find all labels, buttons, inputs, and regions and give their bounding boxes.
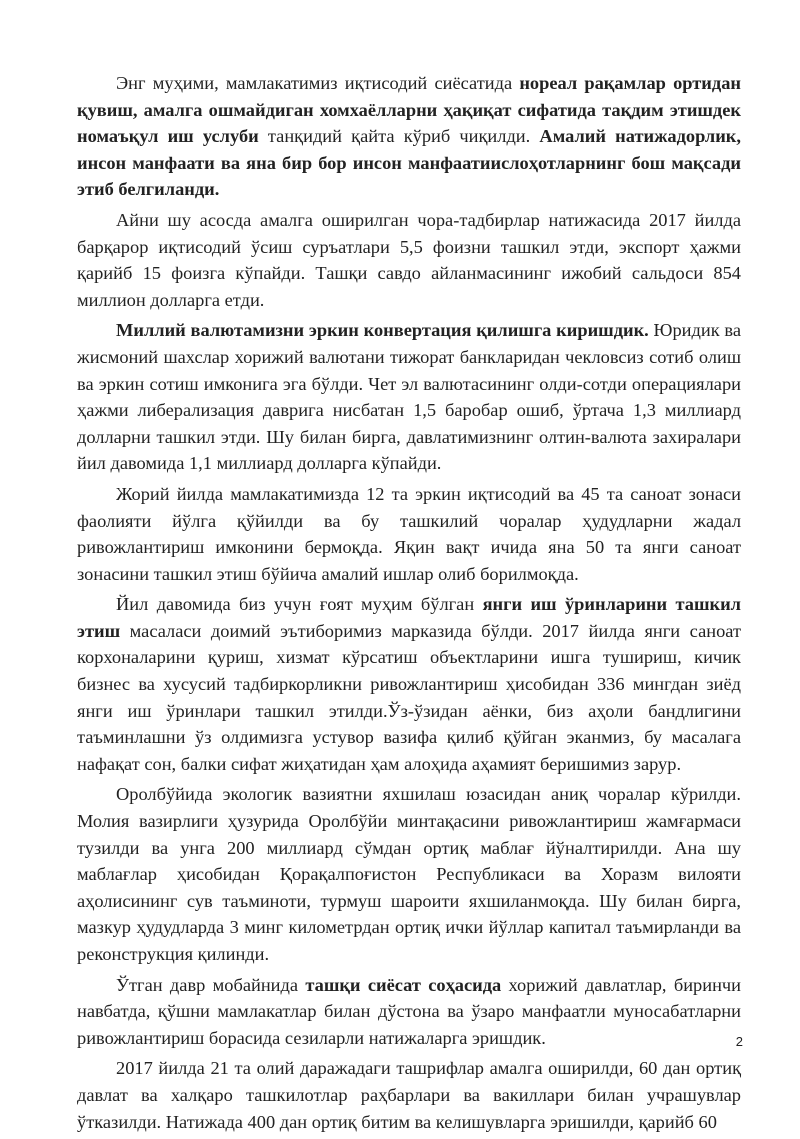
text-run: Юридик ва жисмоний шахслар хорижий валютани тижорат банкларидан чекловсиз сотиб олиш ва эркин сотиш имконига эга бўлди. Чет эл валютасининг олди-сотди операциялари ҳажми либерализация даврига нисбатан 1,5 баробар ошиб, ўртача 1,3 миллиард долларни ташкил этди. Шу билан бирга, давлатимизнинг олтин-валюта захиралари йил давомида 1,1 миллиард долларга кўпайди.	[77, 320, 742, 474]
text-run: хорижий давлатлар, биринчи навбатда, қўшни мамлакатлар билан дўстона ва ўзаро манфаатли муносабатларни ривожлантириш борасида сезиларли натижаларга эришдик.	[77, 974, 741, 1048]
text-run: масаласи доимий эътиборимиз марказида бўлди. 2017 йилда янги саноат корхоналарини қуриш, хизмат кўрсатиш объектларини ишга тушириш, кичик бизнес ва хусусий тадбиркорликни ривожлантириш ҳисобидан 336 мингдан зиёд янги иш ўринлари ташкил этилди.Ўз-ўзидан аёнки, биз аҳоли бандлигини таъминлашни ўз олдимизга устувор вазифа қилиб қўйган эканмиз, бу масалага нафақат сон, балки сифат жиҳатидан ҳам алоҳида аҳамият беришимиз зарур.	[77, 620, 741, 774]
text-run: Ўтган давр мобайнида	[116, 974, 306, 995]
text-run: Оролбўйида экологик вазиятни яхшилаш юзасидан аниқ чоралар кўрилди. Молия вазирлиги ҳузурида Оролбўйи минтақасини ривожлантириш жамғармаси тузилди ва унга 200 миллиард сўмдан ортиқ маблағ йўналтирилди. Ана шу маблағлар ҳисобидан Қорақалпоғистон Республикаси ва Хоразм вилояти аҳолисининг сув таъминоти, турмуш шароити яхшиланмоқда. Шу билан бирга, мазкур ҳудудларда 3 минг километрдан ортиқ ички йўллар капитал таъмирланди ва реконструкция қилинди.	[77, 784, 741, 964]
paragraph-4	[77, 481, 741, 587]
text-run: 2017 йилда 21 та олий даражадаги ташрифлар амалга оширилди, 60 дан ортиқ давлат ва халқаро ташкилотлар раҳбарлари ва вакиллари билан учрашувлар ўтказилди. Натижада 400 дан ортиқ битим ва келишувларга эришилди, қарийб 60	[77, 1058, 741, 1132]
paragraph-1	[77, 70, 741, 203]
paragraph-8	[77, 1055, 741, 1135]
text-run: танқидий қайта кўриб чиқилди.	[258, 126, 540, 147]
paragraph-3	[77, 317, 741, 477]
paragraph-7	[77, 972, 741, 1052]
paragraph-6	[77, 781, 741, 967]
bold-text-run: Амалий натижадорлик, инсон манфаати ва яна бир бор инсон манфаатиислоҳотларнинг бош мақсади этиб белгиланди.	[77, 126, 741, 200]
paragraph-5	[77, 591, 741, 777]
document-page	[77, 70, 741, 1139]
text-run: Айни шу асосда амалга оширилган чора-тадбирлар натижасида 2017 йилда барқарор иқтисодий ўсиш суръатлари 5,5 фоизни ташкил этди, экспорт ҳажми қарийб 15 фоизга кўпайди. Ташқи савдо айланмасининг ижобий сальдоси 854 миллион долларга етди.	[77, 209, 741, 310]
bold-text-run: янги иш ўринларини ташкил этиш	[77, 594, 741, 641]
bold-text-run: нореал рақамлар ортидан қувиш, амалга ошмайдиган хомхаёлларни ҳақиқат сифатида тақдим этишдек номаъқул иш услуби	[77, 73, 741, 147]
text-run: Йил давомида биз учун ғоят муҳим бўлган	[116, 594, 483, 615]
bold-text-run: Миллий валютамизни эркин конвертация қилишга киришдик.	[116, 320, 649, 341]
text-run: Энг муҳими, мамлакатимиз иқтисодий сиёсатида	[116, 73, 520, 93]
bold-text-run: ташқи сиёсат соҳасида	[305, 974, 502, 995]
paragraph-2	[77, 207, 741, 313]
page-number: 2	[735, 1034, 743, 1049]
text-run: Жорий йилда мамлакатимизда 12 та эркин иқтисодий ва 45 та саноат зонаси фаолияти йўлга қўйилди ва бу ташкилий чоралар ҳудудларни жадал ривожлантириш имконини бермоқда. Яқин вақт ичида яна 50 та янги саноат зонасини ташкил этиш бўйича амалий ишлар олиб борилмоқда.	[77, 483, 741, 584]
